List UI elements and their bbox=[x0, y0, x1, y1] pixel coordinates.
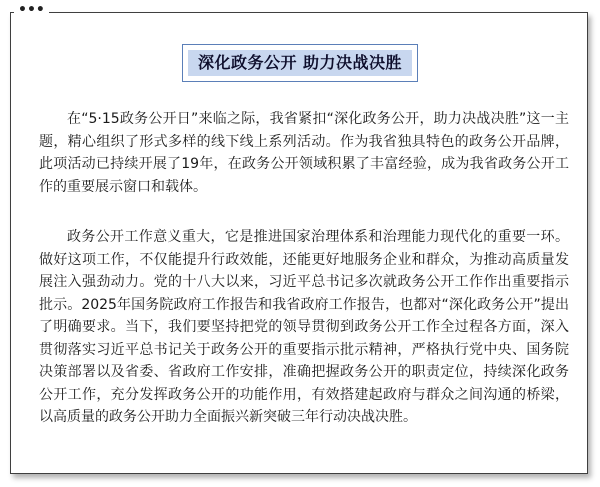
paragraph-1: 在“5·15政务公开日”来临之际，我省紧扣“深化政务公开，助力决战决胜”这一主题，精心组织了形式多样的线下线上系列活动。作为我省独具特色的政务公开品牌，此项活动已持续开展了19年，在政务公开领域积累了丰富经验，成为我省政务公开工作的重要展示窗口和载体。 bbox=[39, 111, 569, 195]
article-title: 深化政务公开 助力决战决胜 bbox=[188, 50, 412, 76]
corner-dots-mark: ••• bbox=[14, 3, 49, 17]
paragraph-2: 政务公开工作意义重大，它是推进国家治理体系和治理能力现代化的重要一环。做好这项工作，不仅能提升行政效能，还能更好地服务企业和群众，为推动高质量发展注入强劲动力。党的十八大以来，习近平总书记多次就政务公开工作作出重要指示批示。2025年国务院政府工作报告和我省政府工作报告，也都对“深化政务公开”提出了明确要求。当下，我们要坚持把党的领导贯彻到政务公开工作全过程各方面，深入贯彻落实习近平总书记关于政务公开的重要指示批示精神，严格执行党中央、国务院决策部署以及省委、省政府工作安排，准确把握政务公开的职责定位，持续深化政务公开工作，充分发挥政务公开的功能作用，有效搭建起政府与群众之间沟通的桥梁，以高质量的政务公开助力全面振兴新突破三年行动决战决胜。 bbox=[39, 229, 569, 425]
title-box bbox=[182, 44, 418, 82]
